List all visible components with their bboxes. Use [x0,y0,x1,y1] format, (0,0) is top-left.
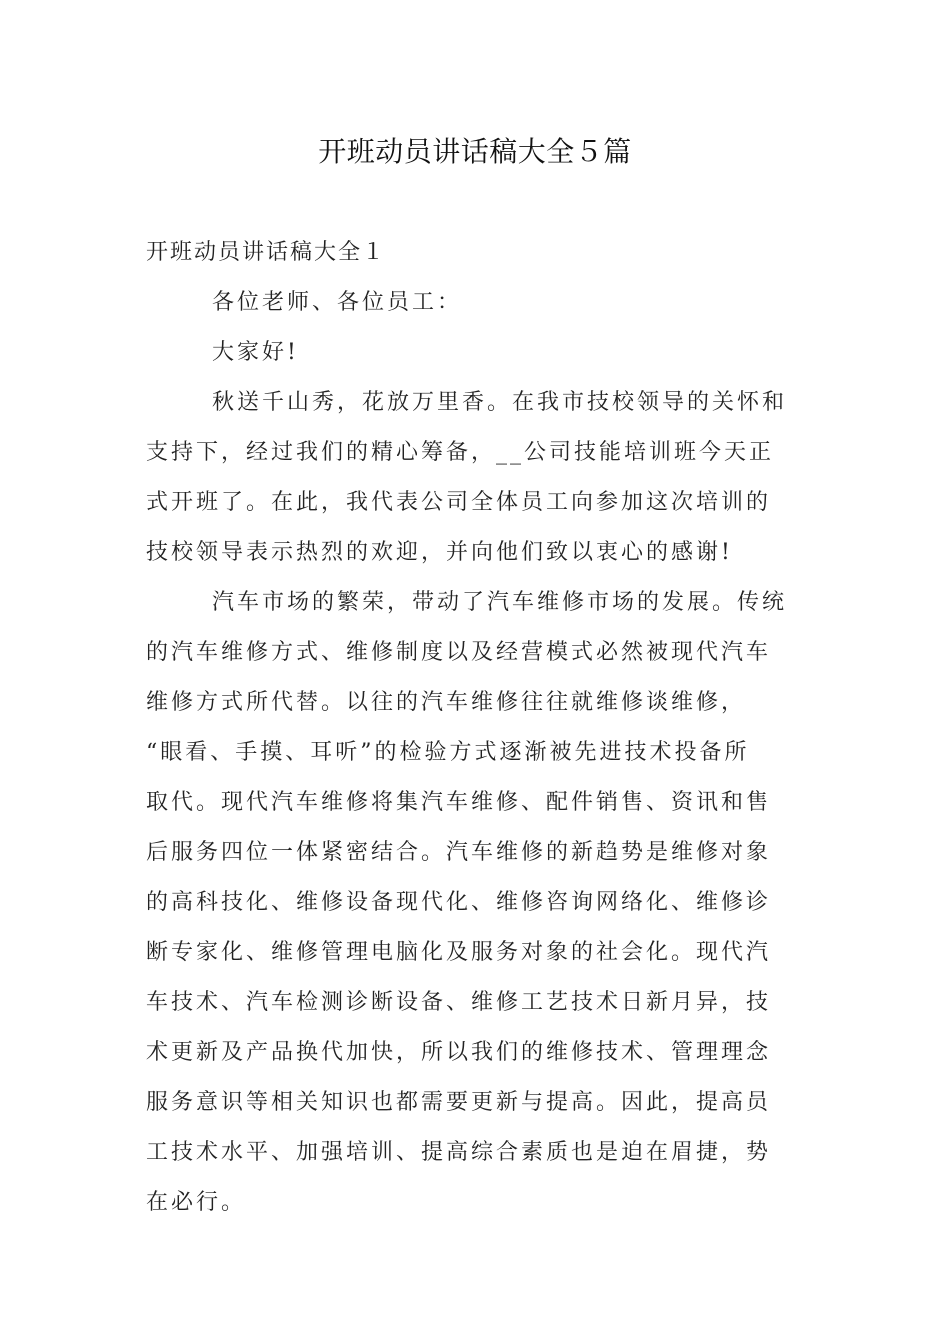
paragraph-line: 支持下，经过我们的精心筹备，__公司技能培训班今天正 [146,440,775,465]
paragraph-line: 取代。现代汽车维修将集汽车维修、配件销售、资讯和售 [146,790,772,815]
document-body [146,228,806,1228]
greeting: 大家好! [212,340,299,365]
paragraph-2 [146,578,806,1228]
paragraph-line: 工技术水平、加强培训、提高综合素质也是迫在眉捷，势 [146,1140,772,1165]
paragraph-line: 车技术、汽车检测诊断设备、维修工艺技术日新月异，技 [146,990,772,1015]
paragraph-line: 断专家化、维修管理电脑化及服务对象的社会化。现代汽 [146,940,772,965]
paragraph-line: “眼看、手摸、耳听”的检验方式逐渐被先进技术投备所 [146,740,750,765]
paragraph-line: 秋送千山秀，花放万里香。在我市技校领导的关怀和 [212,390,788,415]
document-title: 开班动员讲话稿大全５篇 [318,135,632,168]
paragraph-line: 的高科技化、维修设备现代化、维修咨询网络化、维修诊 [146,890,772,915]
paragraph-line: 式开班了。在此，我代表公司全体员工向参加这次培训的 [146,490,772,515]
paragraph-line: 服务意识等相关知识也都需要更新与提高。因此，提高员 [146,1090,772,1115]
paragraph-line: 维修方式所代替。以往的汽车维修往往就维修谈维修， [146,690,747,715]
paragraph-1 [146,378,806,578]
paragraph-line: 的汽车维修方式、维修制度以及经营模式必然被现代汽车 [146,640,772,665]
paragraph-line: 后服务四位一体紧密结合。汽车维修的新趋势是维修对象 [146,840,772,865]
paragraph-line: 术更新及产品换代加快，所以我们的维修技术、管理理念 [146,1040,772,1065]
paragraph-line: 技校领导表示热烈的欢迎，并向他们致以衷心的感谢! [146,540,733,565]
salutation: 各位老师、各位员工： [212,290,463,315]
paragraph-line: 汽车市场的繁荣，带动了汽车维修市场的发展。传统 [212,590,788,615]
paragraph-line: 在必行。 [146,1190,247,1215]
section-heading: 开班动员讲话稿大全１ [146,240,387,265]
